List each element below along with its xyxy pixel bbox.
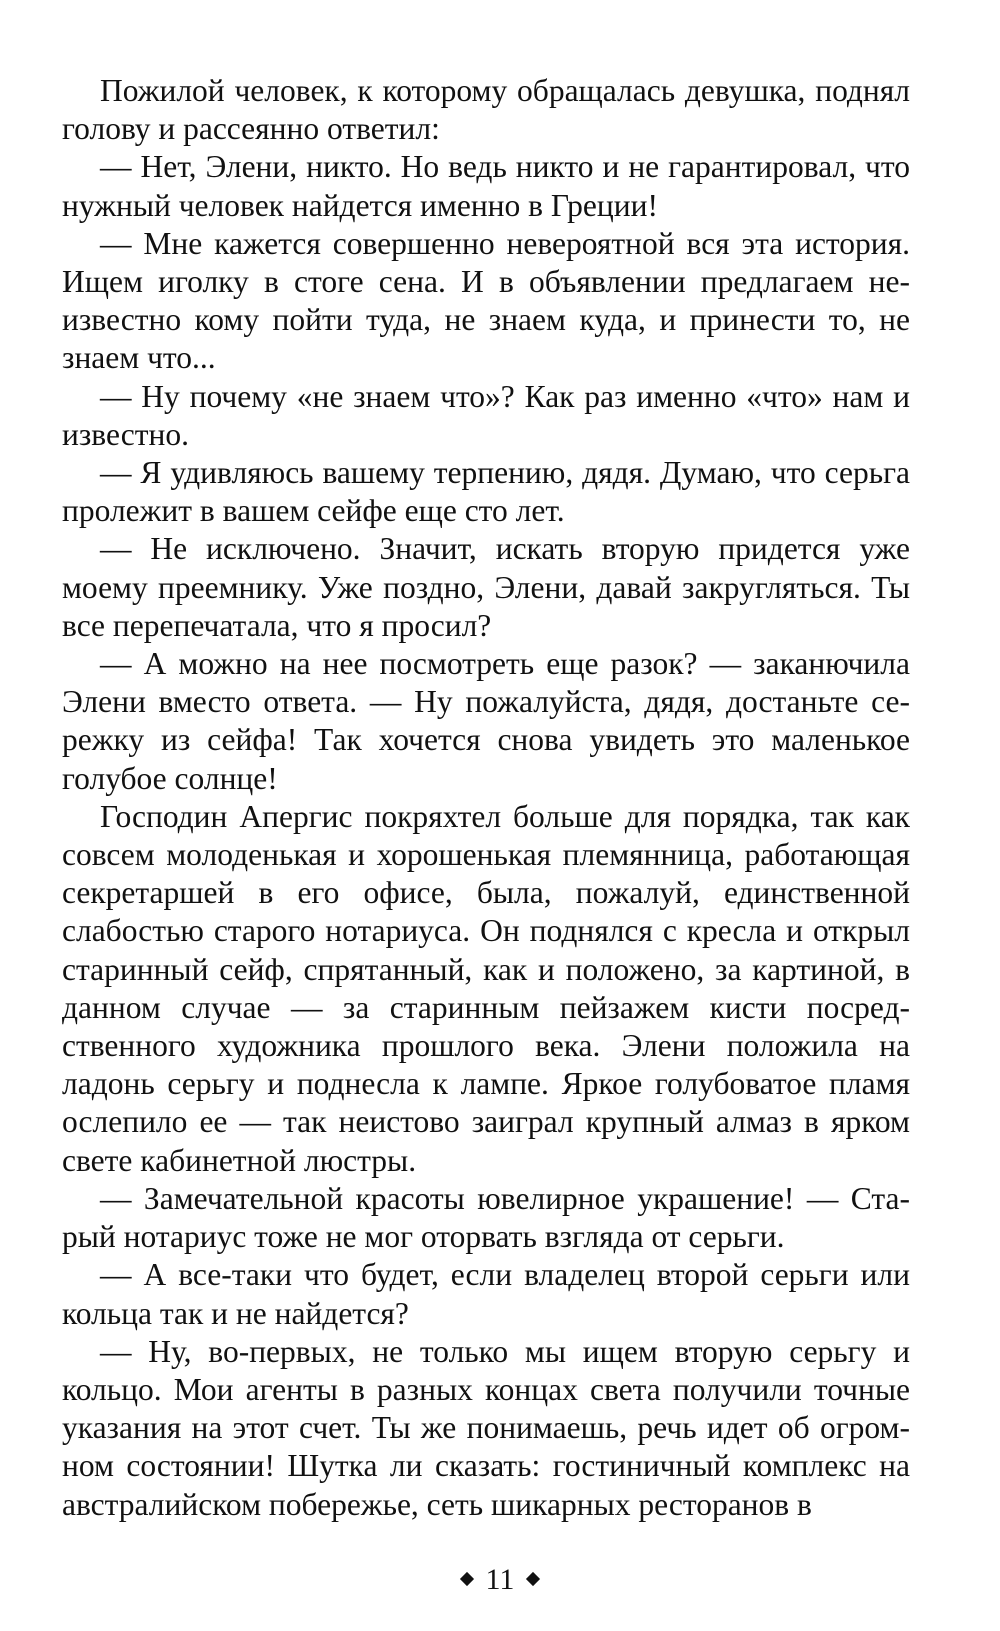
body-text [62,72,910,1524]
paragraph-5: — Я удивляюсь вашему терпению, дядя. Думаю, что серьга пролежит в вашем сейфе еще сто лет. [62,455,910,529]
paragraph-3: — Мне кажется совершенно невероятной вся эта история. Ищем иголку в стоге сена. И в объявлении предлагаем неизвестно кому пойти туда, не знаем куда, и принести то, не знаем что... [62,225,910,376]
paragraph-2: — Нет, Элени, никто. Но ведь никто и не гарантировал, что нужный человек найдется именно в Греции! [62,149,910,223]
paragraph-4: — Ну почему «не знаем что»? Как раз именно «что» нам и известно. [62,378,910,452]
paragraph-1: Пожилой человек, к которому обращалась девушка, поднял голову и рассеянно ответил: [62,73,910,147]
page-footer [0,1560,1000,1600]
diamond-ornament-icon [526,1572,540,1586]
paragraph-9: — Замечательной красоты ювелирное украшение! — Старый нотариус тоже не мог оторвать взгляда от серьги. [62,1180,910,1255]
diamond-ornament-icon [459,1572,473,1586]
paragraph-7: — А можно на нее посмотреть еще разок? — заканючила Элени вместо ответа. — Ну пожалуйста, дядя, достаньте сережку из сейфа! Так хочется снова увидеть это маленькое голубое солнце! [62,646,910,796]
paragraph-10: — А все-таки что будет, если владелец второй серьги или кольца так и не найдется? [62,1257,910,1331]
paragraph-6: — Не исключено. Значит, искать вторую придется уже моему преемнику. Уже поздно, Элени, давай закругляться. Ты все перепечатала, что я просил? [62,531,910,643]
page-number: 11 [485,1563,515,1596]
paragraph-8: Господин Апергис покряхтел больше для порядка, так как совсем молоденькая и хорошенькая племянница, работающая секретаршей в его офисе, была, пожалуй, единственной слабостью старого нотариуса. Он поднялся с кресла и открыл старинный сейф, спрятанный, как и положено, за картиной, в данном случае — за старинным пейзажем кисти посредственного художника прошлого века. Элени положила на ладонь серьгу и поднесла к лампе. Яркое голубоватое пламя ослепило ее — так неистово заиграл крупный алмаз в ярком свете кабинетной люстры. [62,798,910,1178]
paragraph-11: — Ну, во-первых, не только мы ищем вторую серьгу и кольцо. Мои агенты в разных концах света получили точные указания на этот счет. Ты же понимаешь, речь идет об огромном состоянии! Шутка ли сказать: гостиничный комплекс на австралийском побережье, сеть шикарных ресторанов в [62,1333,910,1522]
